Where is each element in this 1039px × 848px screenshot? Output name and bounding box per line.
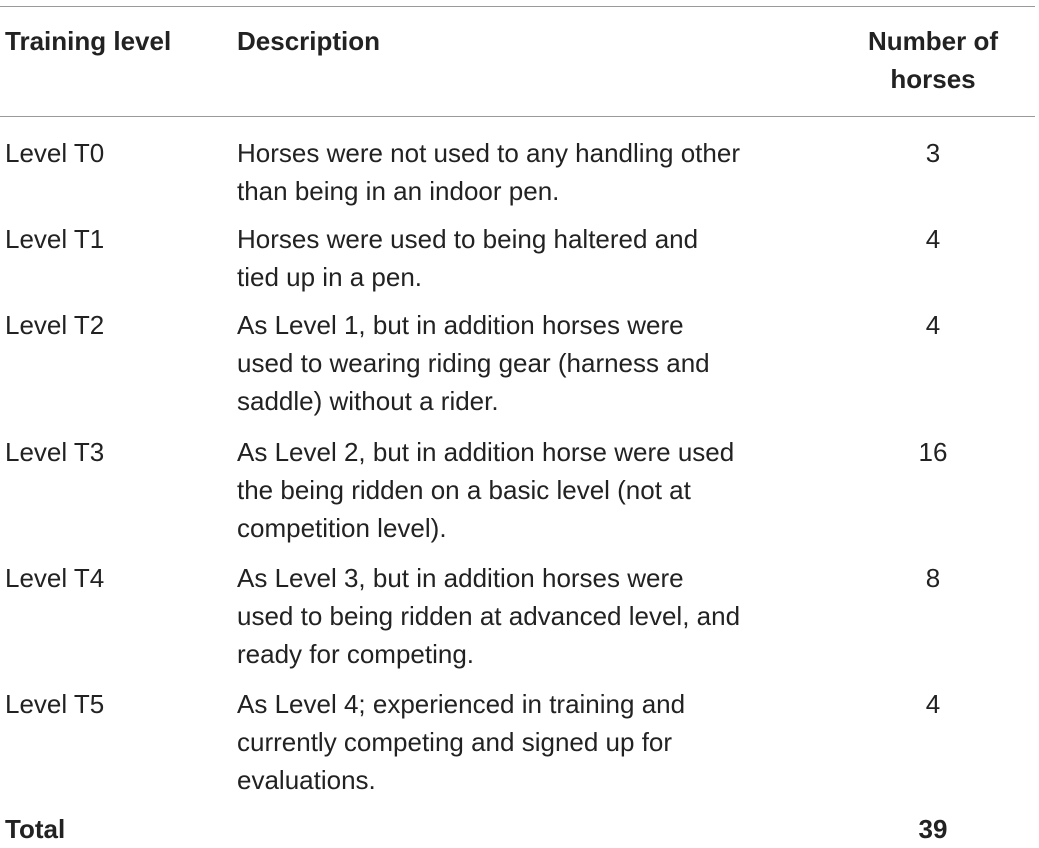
row-description-line: ready for competing. [237,639,475,669]
total-count: 39 [918,814,948,844]
row-description-line: As Level 2, but in addition horse were used [237,437,735,467]
row-level: Level T1 [5,224,105,254]
row-description [237,685,817,799]
row-description [237,134,817,210]
row-description-line: tied up in a pen. [237,262,423,292]
total-label: Total [5,814,66,844]
row-description [237,559,817,673]
row-description-line: Horses were not used to any handling other [237,138,740,168]
row-description-line: Horses were used to being haltered and [237,224,699,254]
row-description [237,220,817,296]
row-description [237,433,817,547]
row-description-line: competition level). [237,513,447,543]
row-level: Level T4 [5,563,105,593]
row-description-line: As Level 1, but in addition horses were [237,310,684,340]
header-description: Description [237,26,381,56]
header-number-of-horses-line1: Number of [868,26,998,56]
row-description-line: As Level 4; experienced in training and [237,689,686,719]
row-description-line: than being in an indoor pen. [237,176,560,206]
row-description-line: used to wearing riding gear (harness and [237,348,710,378]
row-description-line: currently competing and signed up for [237,727,673,757]
row-description-line: As Level 3, but in addition horses were [237,563,684,593]
row-level: Level T3 [5,437,105,467]
header-number-of-horses-line2: horses [890,64,976,94]
row-count: 4 [925,224,941,254]
header-training-level: Training level [5,26,172,56]
row-count: 3 [925,138,941,168]
header-bottom-rule [0,116,1035,117]
row-count: 8 [925,563,941,593]
row-description [237,306,817,420]
row-level: Level T2 [5,310,105,340]
table-top-rule [0,6,1035,7]
row-description-line: used to being ridden at advanced level, and [237,601,741,631]
row-count: 16 [918,437,948,467]
row-count: 4 [925,689,941,719]
row-description-line: the being ridden on a basic level (not at [237,475,691,505]
row-description-line: evaluations. [237,765,376,795]
row-level: Level T5 [5,689,105,719]
row-level: Level T0 [5,138,105,168]
row-count: 4 [925,310,941,340]
row-description-line: saddle) without a rider. [237,386,499,416]
header-number-of-horses [830,22,1036,98]
